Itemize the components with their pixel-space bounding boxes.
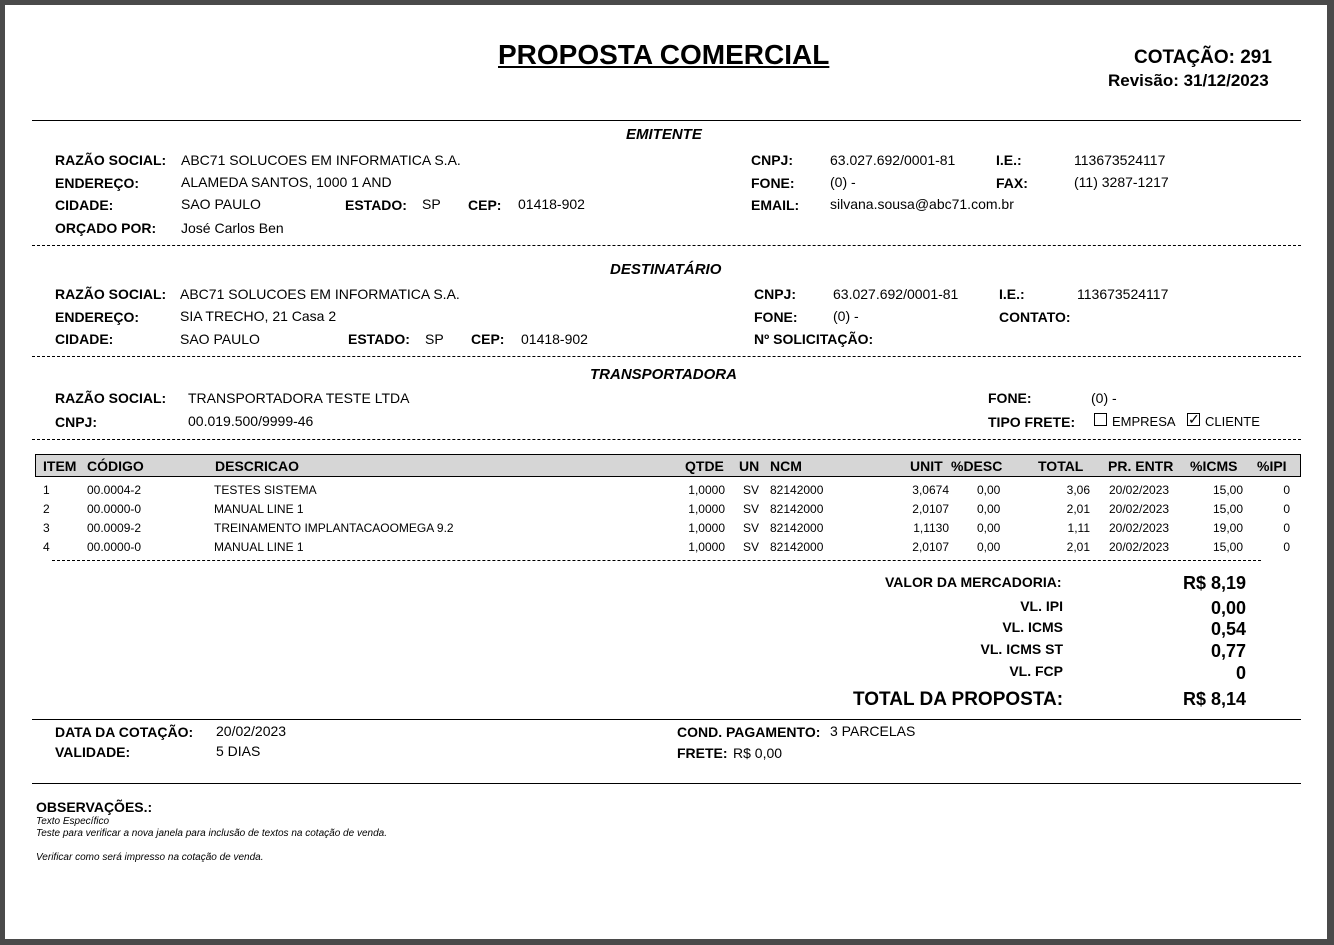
cell-ncm: 82142000 (770, 521, 824, 535)
data-cotacao: 20/02/2023 (216, 723, 287, 739)
col-desc: %DESC (951, 458, 1003, 474)
cell-codigo: 00.0004-2 (87, 483, 142, 497)
col-unit: UNIT (910, 458, 943, 474)
col-item: ITEM (43, 458, 77, 474)
col-descricao: DESCRICAO (215, 458, 300, 474)
emitente-cidade-label: CIDADE: (55, 197, 114, 213)
transp-razao-label: RAZÃO SOCIAL: (55, 390, 167, 406)
cell-codigo: 00.0000-0 (87, 540, 142, 554)
transp-fone: (0) - (1091, 390, 1117, 406)
emitente-cidade: SAO PAULO (181, 196, 261, 212)
col-total: TOTAL (1038, 458, 1084, 474)
dest-estado: SP (425, 331, 444, 347)
cell-desc: 0,00 (977, 521, 1001, 535)
dest-fone-label: FONE: (754, 309, 798, 325)
vl-icms-label: VL. ICMS (1002, 619, 1063, 635)
cell-entr: 20/02/2023 (1109, 502, 1170, 516)
transp-cnpj-label: CNPJ: (55, 414, 98, 430)
emitente-orcado: José Carlos Ben (181, 220, 284, 236)
cell-total: 2,01 (1066, 540, 1090, 554)
col-codigo: CÓDIGO (87, 458, 144, 474)
cell-icms: 19,00 (1212, 521, 1243, 535)
dest-solicitacao-label: Nº SOLICITAÇÃO: (754, 331, 874, 347)
emitente-estado: SP (422, 196, 441, 212)
emitente-razao: ABC71 SOLUCOES EM INFORMATICA S.A. (181, 152, 461, 168)
cell-un: SV (743, 540, 760, 554)
cell-un: SV (743, 521, 760, 535)
col-ipi: %IPI (1257, 458, 1287, 474)
empresa-checkbox (1094, 413, 1107, 426)
divider (32, 439, 1301, 440)
emitente-cep-label: CEP: (468, 197, 502, 213)
document-title: PROPOSTA COMERCIAL (498, 39, 830, 70)
cell-unit: 1,1130 (913, 521, 949, 535)
emitente-cnpj-label: CNPJ: (751, 152, 794, 168)
section-title-emitente: EMITENTE (626, 126, 702, 143)
tipo-frete-label: TIPO FRETE: (988, 414, 1076, 430)
emitente-fone-label: FONE: (751, 175, 795, 191)
cell-ipi: 0 (1283, 521, 1290, 535)
dest-endereco-label: ENDEREÇO: (55, 309, 140, 325)
transp-fone-label: FONE: (988, 390, 1032, 406)
vl-ipi: 0,00 (1210, 598, 1246, 618)
emitente-ie-label: I.E.: (996, 152, 1022, 168)
cell-codigo: 00.0000-0 (87, 502, 142, 516)
divider (32, 783, 1301, 784)
transp-cnpj: 00.019.500/9999-46 (188, 413, 314, 429)
dest-estado-label: ESTADO: (348, 331, 410, 347)
cell-qtde: 1,0000 (688, 540, 725, 554)
frete-label: FRETE: (677, 745, 728, 761)
vl-icms-st: 0,77 (1210, 641, 1246, 661)
divider (32, 719, 1301, 720)
emitente-fone: (0) - (830, 174, 856, 190)
cell-un: SV (743, 483, 760, 497)
cell-un: SV (743, 502, 760, 516)
cell-desc: 0,00 (977, 502, 1001, 516)
dest-fone: (0) - (833, 308, 859, 324)
check-mark-icon: ✓ (1188, 411, 1200, 427)
emitente-ie: 113673524117 (1074, 152, 1166, 168)
cell-total: 2,01 (1066, 502, 1090, 516)
observacoes-line: Verificar como será impresso na cotação de venda. (36, 852, 264, 863)
cell-ncm: 82142000 (770, 483, 824, 497)
vl-icms-st-label: VL. ICMS ST (980, 641, 1063, 657)
cell-item: 3 (43, 521, 50, 535)
revisao-date: Revisão: 31/12/2023 (1108, 71, 1269, 90)
cell-ncm: 82142000 (770, 540, 824, 554)
observacoes-label: OBSERVAÇÕES.: (36, 799, 153, 815)
dest-cnpj-label: CNPJ: (754, 286, 797, 302)
cell-descricao: TESTES SISTEMA (214, 483, 317, 497)
col-ncm: NCM (770, 458, 802, 474)
dest-endereco: SIA TRECHO, 21 Casa 2 (180, 308, 337, 324)
cell-ipi: 0 (1283, 483, 1290, 497)
vl-ipi-label: VL. IPI (1020, 598, 1063, 614)
dest-ie-label: I.E.: (999, 286, 1025, 302)
dest-cep: 01418-902 (521, 331, 588, 347)
emitente-cnpj: 63.027.692/0001-81 (830, 152, 956, 168)
cell-unit: 2,0107 (912, 540, 949, 554)
col-icms: %ICMS (1190, 458, 1238, 474)
cell-codigo: 00.0009-2 (87, 521, 142, 535)
cell-unit: 2,0107 (912, 502, 949, 516)
cotacao-number: COTAÇÃO: 291 (1134, 47, 1272, 68)
col-un: UN (739, 458, 760, 474)
observacoes-line: Teste para verificar a nova janela para inclusão de textos na cotação de venda. (36, 828, 387, 839)
dest-cnpj: 63.027.692/0001-81 (833, 286, 959, 302)
frete: R$ 0,00 (733, 745, 783, 761)
valor-mercadoria-label: VALOR DA MERCADORIA: (885, 574, 1062, 590)
dest-razao: ABC71 SOLUCOES EM INFORMATICA S.A. (180, 286, 460, 302)
validade-label: VALIDADE: (55, 744, 131, 760)
emitente-email-label: EMAIL: (751, 197, 800, 213)
empresa-label: EMPRESA (1112, 414, 1176, 429)
cell-descricao: MANUAL LINE 1 (214, 502, 304, 516)
cell-item: 1 (43, 483, 50, 497)
divider (32, 356, 1301, 357)
cell-total: 3,06 (1066, 483, 1090, 497)
col-qtde: QTDE (685, 458, 724, 474)
divider (52, 560, 1261, 561)
validade: 5 DIAS (216, 743, 261, 759)
cell-icms: 15,00 (1212, 540, 1243, 554)
cell-total: 1,11 (1067, 521, 1090, 535)
cell-icms: 15,00 (1212, 483, 1243, 497)
cell-ipi: 0 (1283, 540, 1290, 554)
cond-pagamento-label: COND. PAGAMENTO: (677, 724, 821, 740)
cond-pagamento: 3 PARCELAS (830, 723, 916, 739)
emitente-cep: 01418-902 (518, 196, 585, 212)
cell-descricao: MANUAL LINE 1 (214, 540, 304, 554)
divider (32, 245, 1301, 246)
cell-qtde: 1,0000 (688, 483, 725, 497)
cell-entr: 20/02/2023 (1109, 540, 1170, 554)
valor-mercadoria: R$ 8,19 (1182, 573, 1246, 593)
cell-item: 2 (43, 502, 50, 516)
emitente-endereco: ALAMEDA SANTOS, 1000 1 AND (181, 174, 392, 190)
dest-cidade: SAO PAULO (180, 331, 260, 347)
cell-qtde: 1,0000 (688, 502, 725, 516)
document-page (5, 5, 1327, 939)
emitente-fax: (11) 3287-1217 (1074, 174, 1169, 190)
vl-fcp-label: VL. FCP (1009, 663, 1063, 679)
cell-ipi: 0 (1283, 502, 1290, 516)
cell-item: 4 (43, 540, 50, 554)
cell-entr: 20/02/2023 (1109, 483, 1170, 497)
vl-icms: 0,54 (1210, 619, 1246, 639)
emitente-email: silvana.sousa@abc71.com.br (830, 196, 1014, 212)
total-proposta-label: TOTAL DA PROPOSTA: (853, 689, 1064, 710)
divider (32, 120, 1301, 121)
vl-fcp: 0 (1235, 663, 1246, 683)
cell-qtde: 1,0000 (688, 521, 725, 535)
section-title-destinatario: DESTINATÁRIO (610, 261, 722, 278)
cell-unit: 3,0674 (912, 483, 949, 497)
emitente-fax-label: FAX: (996, 175, 1028, 191)
observacoes-line: Texto Específico (36, 816, 110, 827)
cell-icms: 15,00 (1212, 502, 1243, 516)
dest-razao-label: RAZÃO SOCIAL: (55, 286, 167, 302)
emitente-endereco-label: ENDEREÇO: (55, 175, 140, 191)
cell-desc: 0,00 (977, 540, 1001, 554)
cliente-label: CLIENTE (1205, 414, 1260, 429)
cliente-checkbox (1187, 413, 1200, 426)
data-cotacao-label: DATA DA COTAÇÃO: (55, 724, 194, 740)
dest-ie: 113673524117 (1077, 286, 1169, 302)
total-proposta: R$ 8,14 (1182, 689, 1246, 709)
cell-entr: 20/02/2023 (1109, 521, 1170, 535)
col-entr: PR. ENTR (1108, 458, 1174, 474)
emitente-razao-label: RAZÃO SOCIAL: (55, 152, 167, 168)
dest-cep-label: CEP: (471, 331, 505, 347)
cell-descricao: TREINAMENTO IMPLANTACAOOMEGA 9.2 (214, 521, 454, 535)
cell-desc: 0,00 (977, 483, 1001, 497)
dest-contato-label: CONTATO: (999, 309, 1071, 325)
emitente-estado-label: ESTADO: (345, 197, 407, 213)
cell-ncm: 82142000 (770, 502, 824, 516)
transp-razao: TRANSPORTADORA TESTE LTDA (188, 390, 410, 406)
dest-cidade-label: CIDADE: (55, 331, 114, 347)
emitente-orcado-label: ORÇADO POR: (55, 220, 157, 236)
section-title-transportadora: TRANSPORTADORA (590, 366, 737, 383)
